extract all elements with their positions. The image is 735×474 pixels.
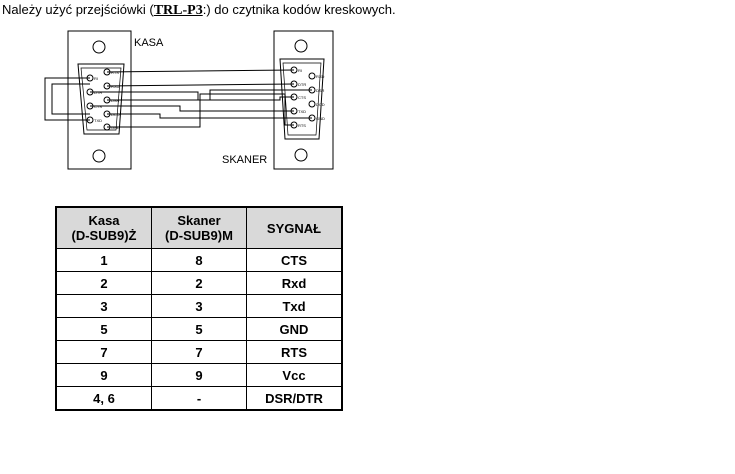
header-kasa-line1: Kasa (88, 213, 120, 228)
pinout-table (55, 206, 343, 411)
kasa-screw-bottom-icon (93, 150, 105, 162)
cell-skaner: 5 (152, 318, 247, 341)
skaner-pin (309, 101, 315, 107)
skaner-pin-label: RTS (298, 123, 306, 128)
kasa-screw-top-icon (93, 41, 105, 53)
cell-sygnal: DSR/DTR (247, 387, 343, 411)
header-sygnal (247, 207, 343, 249)
table-row (56, 364, 342, 387)
skaner-pin-label: TXD (298, 109, 306, 114)
skaner-screw-top-icon (295, 40, 307, 52)
cell-skaner: 2 (152, 272, 247, 295)
table-row (56, 318, 342, 341)
skaner-pin-label: RI (298, 68, 302, 73)
table-row (56, 272, 342, 295)
table-header-row (56, 207, 342, 249)
intro-before: Należy użyć przejściówki ( (2, 2, 154, 17)
skaner-pin-label: DSR (316, 88, 325, 93)
cell-sygnal: Vcc (247, 364, 343, 387)
skaner-pin-label: GND (316, 116, 325, 121)
header-kasa-line2: (D-SUB9)Ż (71, 228, 137, 243)
kasa-pin-label: DSR (111, 98, 120, 103)
cell-sygnal: Rxd (247, 272, 343, 295)
skaner-pin-label: DCD (316, 102, 325, 107)
kasa-label: KASA (134, 37, 164, 49)
wire (107, 84, 294, 86)
skaner-pin (309, 73, 315, 79)
cell-skaner: 3 (152, 295, 247, 318)
header-skaner-line2: (D-SUB9)M (165, 228, 233, 243)
table-row (56, 249, 342, 272)
cell-skaner: - (152, 387, 247, 411)
header-skaner-line1: Skaner (177, 213, 221, 228)
kasa-pin-label: DTR (94, 90, 103, 95)
header-sygnal-line1: SYGNAŁ (266, 220, 322, 236)
header-kasa (56, 207, 152, 249)
cell-kasa: 5 (56, 318, 152, 341)
kasa-pin-label: RI (94, 76, 98, 81)
cell-kasa: 7 (56, 341, 152, 364)
table-row (56, 295, 342, 318)
cell-sygnal: RTS (247, 341, 343, 364)
skaner-screw-bottom-icon (295, 149, 307, 161)
kasa-pin-label: TXD (94, 118, 102, 123)
kasa-pin-label: RXD (111, 84, 120, 89)
cell-sygnal: Txd (247, 295, 343, 318)
skaner-connector (274, 31, 333, 169)
adapter-code: TRL-P3 (153, 3, 203, 18)
kasa-pin-label: RTS (111, 70, 119, 75)
cell-sygnal: CTS (247, 249, 343, 272)
table-row (56, 341, 342, 364)
skaner-label: SKANER (222, 154, 268, 166)
cell-kasa: 4, 6 (56, 387, 152, 411)
cell-skaner: 7 (152, 341, 247, 364)
kasa-pin-label: CTS (94, 104, 102, 109)
cell-sygnal: GND (247, 318, 343, 341)
kasa-pin-label: GND (111, 125, 120, 130)
cell-kasa: 1 (56, 249, 152, 272)
skaner-pin-label: CTS (298, 95, 306, 100)
wire (107, 70, 294, 72)
cell-skaner: 9 (152, 364, 247, 387)
cell-kasa: 3 (56, 295, 152, 318)
skaner-pin-label: DTR (298, 82, 307, 87)
cell-kasa: 9 (56, 364, 152, 387)
cell-skaner: 8 (152, 249, 247, 272)
intro-after: :) do czytnika kodów kreskowych. (202, 2, 396, 17)
cell-kasa: 2 (56, 272, 152, 295)
kasa-pin-label: DCD (111, 112, 120, 117)
header-skaner (152, 207, 247, 249)
skaner-pin-label: RXD (316, 74, 325, 79)
table-row (56, 387, 342, 411)
